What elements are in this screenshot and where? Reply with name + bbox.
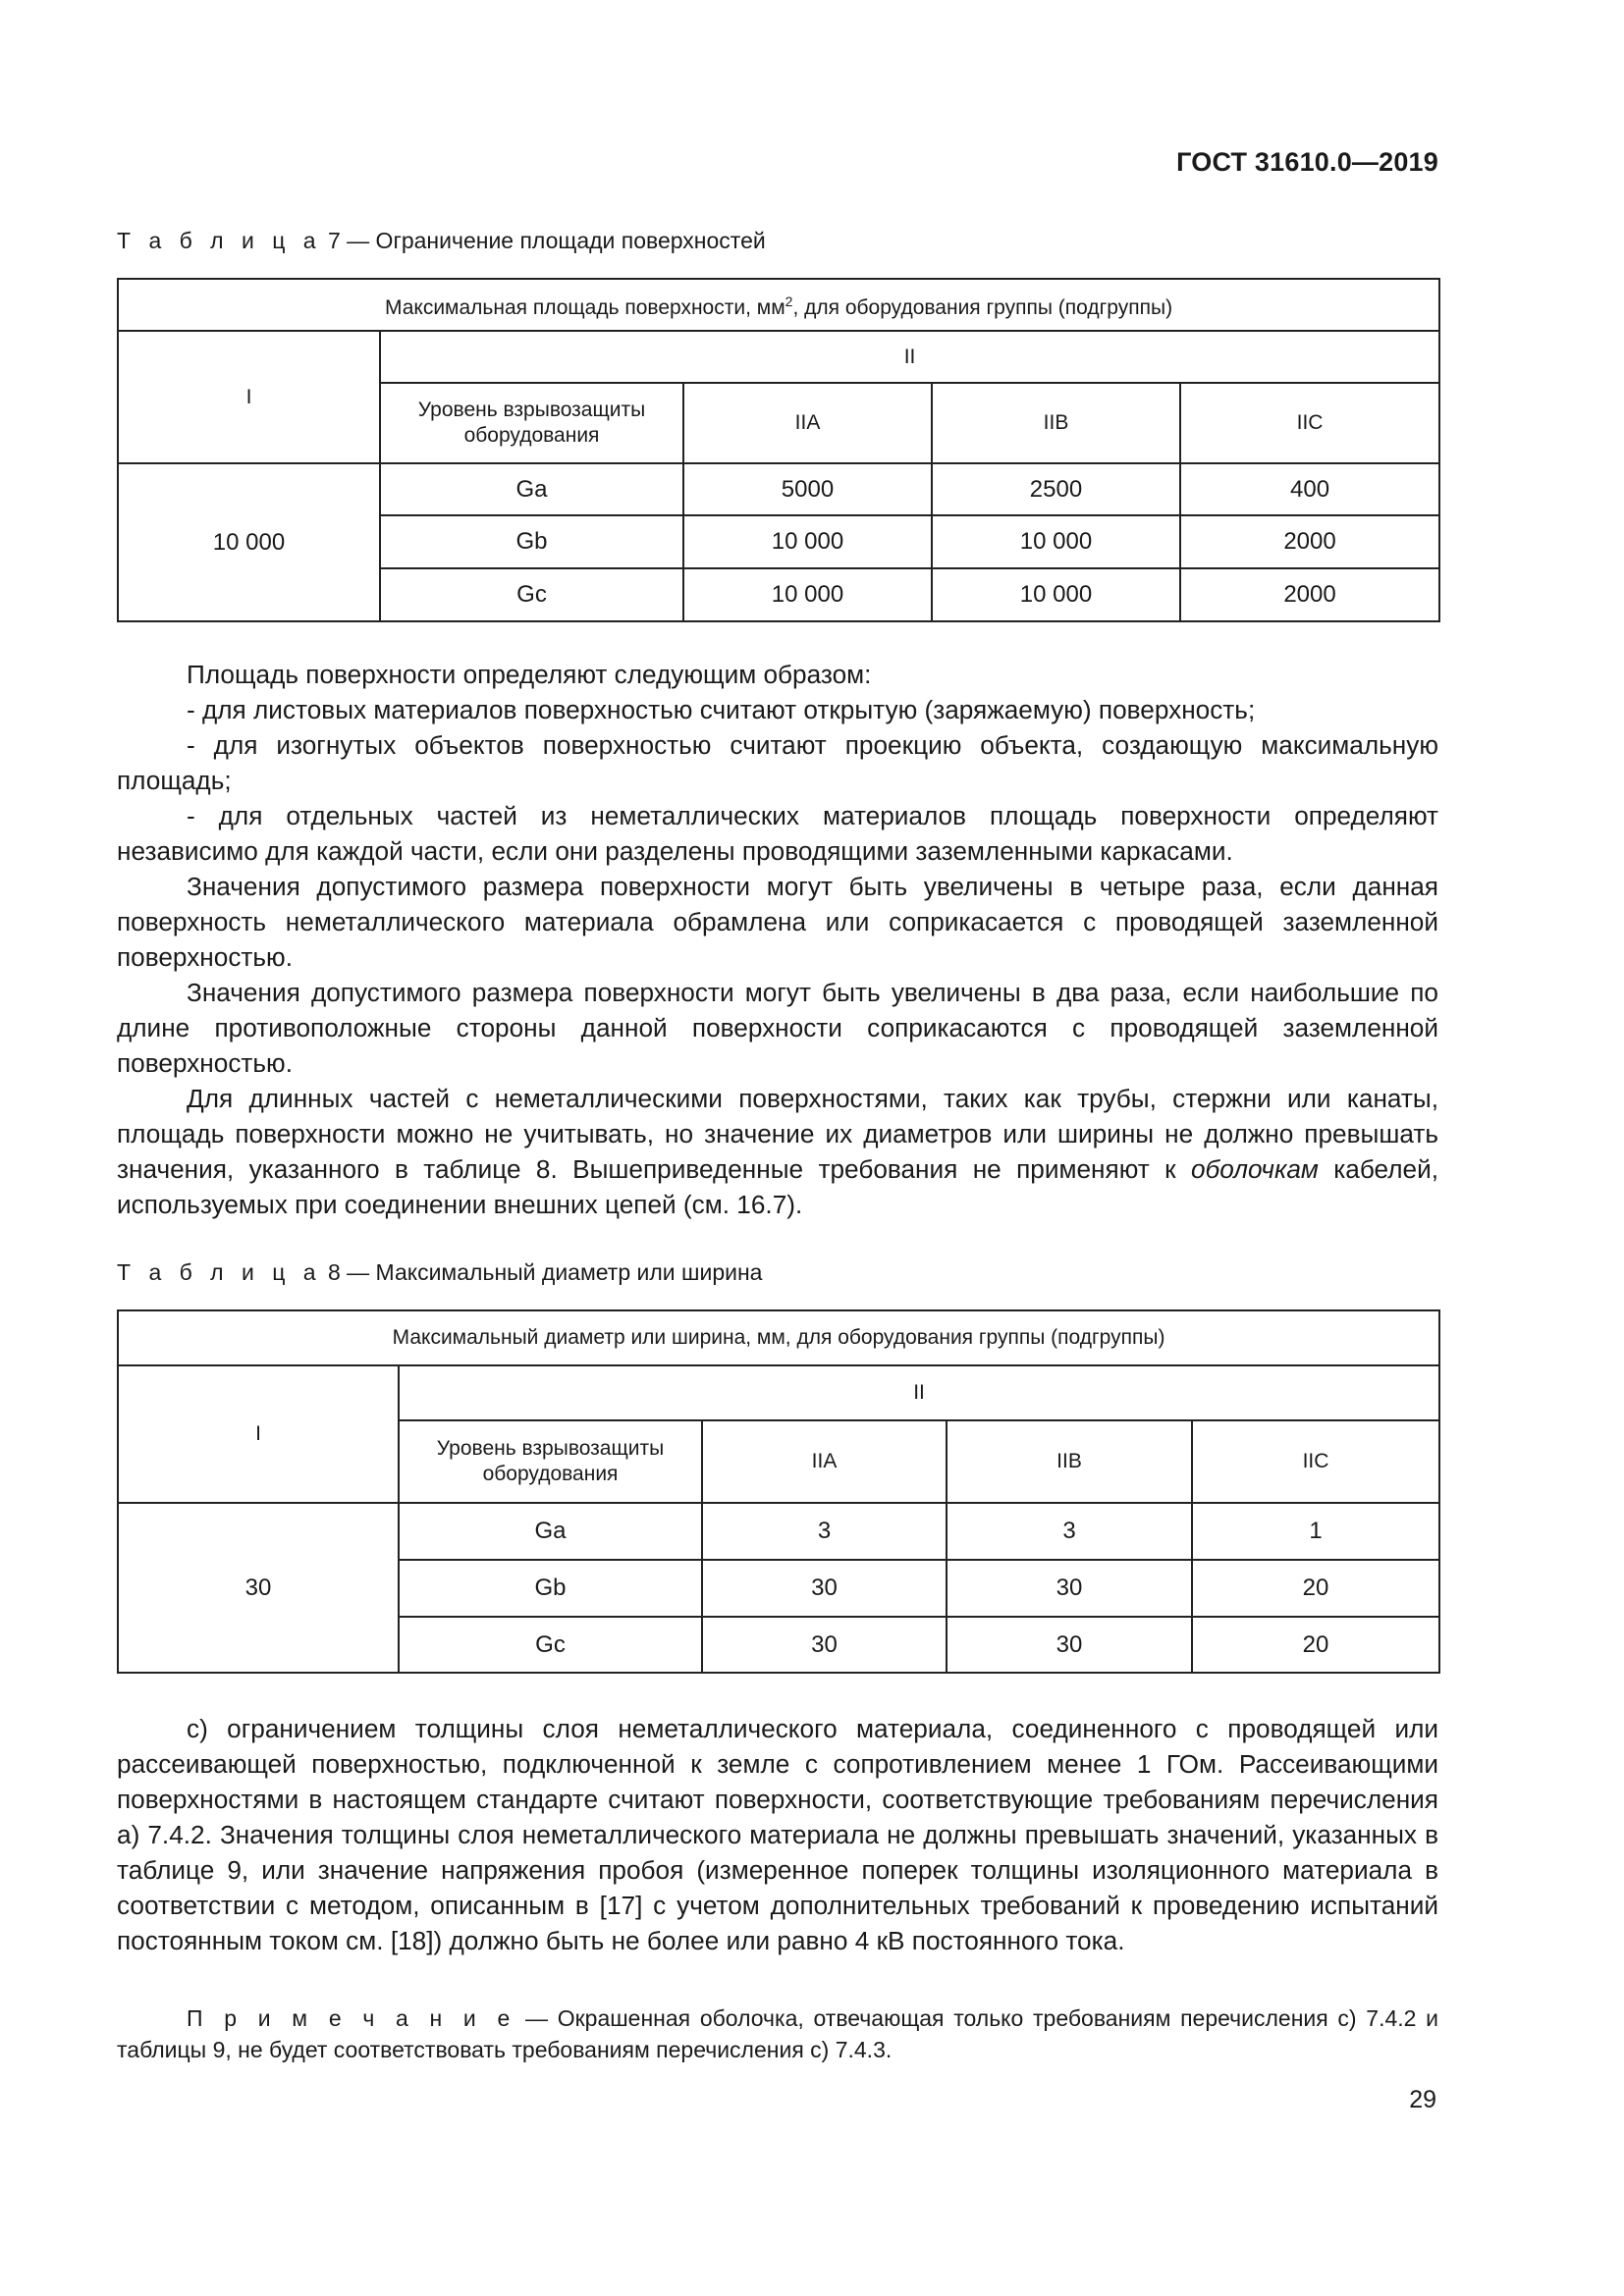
table7-group-ii: II — [380, 331, 1439, 383]
paragraph: - для отдельных частей из неметаллических материалов площадь поверхности определяют независимо для каждой части, если они разделены проводящими заземленными каркасами. — [117, 801, 1438, 866]
table7-cell: 10 000 — [683, 568, 932, 621]
note-text: П р и м е ч а н и е — Окрашенная оболочка, отвечающая только требованиям перечисления с) 7.4.2 и таблицы 9, не будет соответствовать требованиям перечисления с) 7.4.3. — [117, 2005, 1438, 2062]
table8-cell: 30 — [947, 1617, 1192, 1673]
table7-header: Максимальная площадь поверхности, $мм^2$, для оборудования группы (подгруппы) — [118, 279, 1439, 331]
table8-group-i-value: 30 — [118, 1503, 399, 1673]
table8-cell: 30 — [702, 1560, 947, 1617]
emphasis: оболочкам — [1190, 1154, 1319, 1184]
page-number: 29 — [1409, 2086, 1436, 2113]
table8-caption-label: Т а б л и ц а — [117, 1259, 322, 1285]
table8-cell: 1 — [1192, 1503, 1439, 1560]
paragraph: Площадь поверхности определяют следующим образом: — [187, 660, 872, 689]
body-text-1 — [117, 657, 1438, 1222]
table7-level: Gc — [380, 568, 683, 621]
table7-cell: 5000 — [683, 463, 932, 515]
table7-cell: 400 — [1180, 463, 1439, 515]
paragraph: Для длинных частей с неметаллическими поверхностями, таких как трубы, стержни или канаты, площадь поверхности можно не учитывать, но значение их диаметров или ширины не должно превышать значения, указанного в таблице 8. Вышеприведенные требования не применяют к оболочкам кабелей, используемых при соединении внешних цепей (см. 16.7). — [117, 1084, 1438, 1219]
table7-group-i-value: 10 000 — [118, 463, 380, 621]
table8-level: Ga — [399, 1503, 702, 1560]
table7-caption-label: Т а б л и ц а — [117, 228, 322, 253]
table7-subgroup: IIB — [932, 383, 1180, 463]
table7-subgroup: IIA — [683, 383, 932, 463]
table8-cell: 30 — [702, 1617, 947, 1673]
table8-subgroup: IIB — [947, 1420, 1192, 1503]
table7-cell: 10 000 — [932, 568, 1180, 621]
table7-group-i: I — [118, 331, 380, 463]
table8-subgroup: IIC — [1192, 1420, 1439, 1503]
table7-subgroup: IIC — [1180, 383, 1439, 463]
paragraph: с) ограничением толщины слоя неметаллического материала, соединенного с проводящей или рассеивающей поверхностью, подключенной к земле с сопротивлением менее 1 ГОм. Рассеивающими поверхностями в настоящем стандарте считают поверхности, соответствующие требованиям перечисления а) 7.4.2. Значения толщины слоя неметаллического материала не должны превышать значений, указанных в таблице 9, или значение напряжения пробоя (измеренное поперек толщины изоляционного материала в соответствии с методом, описанным в [17] с учетом дополнительных требований к проведению испытаний постоянным током см. [18]) должно быть не более или равно 4 кВ постоянного тока. — [117, 1714, 1438, 1955]
table7-cell: 2000 — [1180, 515, 1439, 568]
paragraph: Значения допустимого размера поверхности могут быть увеличены в два раза, если наибольшие по длине противоположные стороны данной поверхности соприкасаются с проводящей заземленной поверхностью. — [117, 978, 1438, 1078]
table8-subgroup: IIA — [702, 1420, 947, 1503]
table8-caption — [117, 1259, 762, 1286]
table8-caption-text: 8 — Максимальный диаметр или ширина — [327, 1259, 763, 1285]
table8-cell: 30 — [947, 1560, 1192, 1617]
table7-caption — [117, 228, 766, 254]
table8-cell: 3 — [947, 1503, 1192, 1560]
table7-level: Gb — [380, 515, 683, 568]
paragraph: Значения допустимого размера поверхности могут быть увеличены в четыре раза, если данная поверхность неметаллического материала обрамлена или соприкасается с проводящей заземленной поверхностью. — [117, 872, 1438, 972]
table7-cell: 2000 — [1180, 568, 1439, 621]
table8-cell: 20 — [1192, 1560, 1439, 1617]
paragraph: - для листовых материалов поверхностью считают открытую (заряжаемую) поверхность; — [187, 695, 1256, 724]
table8-cell: 3 — [702, 1503, 947, 1560]
table8-group-i: I — [118, 1365, 399, 1503]
table8-cell: 20 — [1192, 1617, 1439, 1673]
body-text-2 — [117, 1711, 1438, 1958]
table8-level: Gb — [399, 1560, 702, 1617]
table8-header: Максимальный диаметр или ширина, мм, для оборудования группы (подгруппы) — [118, 1310, 1439, 1365]
table7-cell: 2500 — [932, 463, 1180, 515]
table7-caption-text: 7 — Ограничение площади поверхностей — [327, 228, 766, 253]
table7-level-label: Уровень взрывозащиты оборудования — [380, 383, 683, 463]
table7-level: Ga — [380, 463, 683, 515]
note — [117, 2002, 1438, 2065]
note-label: П р и м е ч а н и е — [187, 2005, 516, 2031]
table8-group-ii: II — [399, 1365, 1439, 1420]
table8 — [117, 1309, 1440, 1674]
table7 — [117, 278, 1440, 622]
table7-cell: 10 000 — [683, 515, 932, 568]
standard-designation: ГОСТ 31610.0—2019 — [1176, 147, 1438, 177]
table8-level: Gc — [399, 1617, 702, 1673]
table7-cell: 10 000 — [932, 515, 1180, 568]
paragraph: - для изогнутых объектов поверхностью считают проекцию объекта, создающую максимальную площадь; — [117, 730, 1438, 795]
table8-level-label: Уровень взрывозащиты оборудования — [399, 1420, 702, 1503]
